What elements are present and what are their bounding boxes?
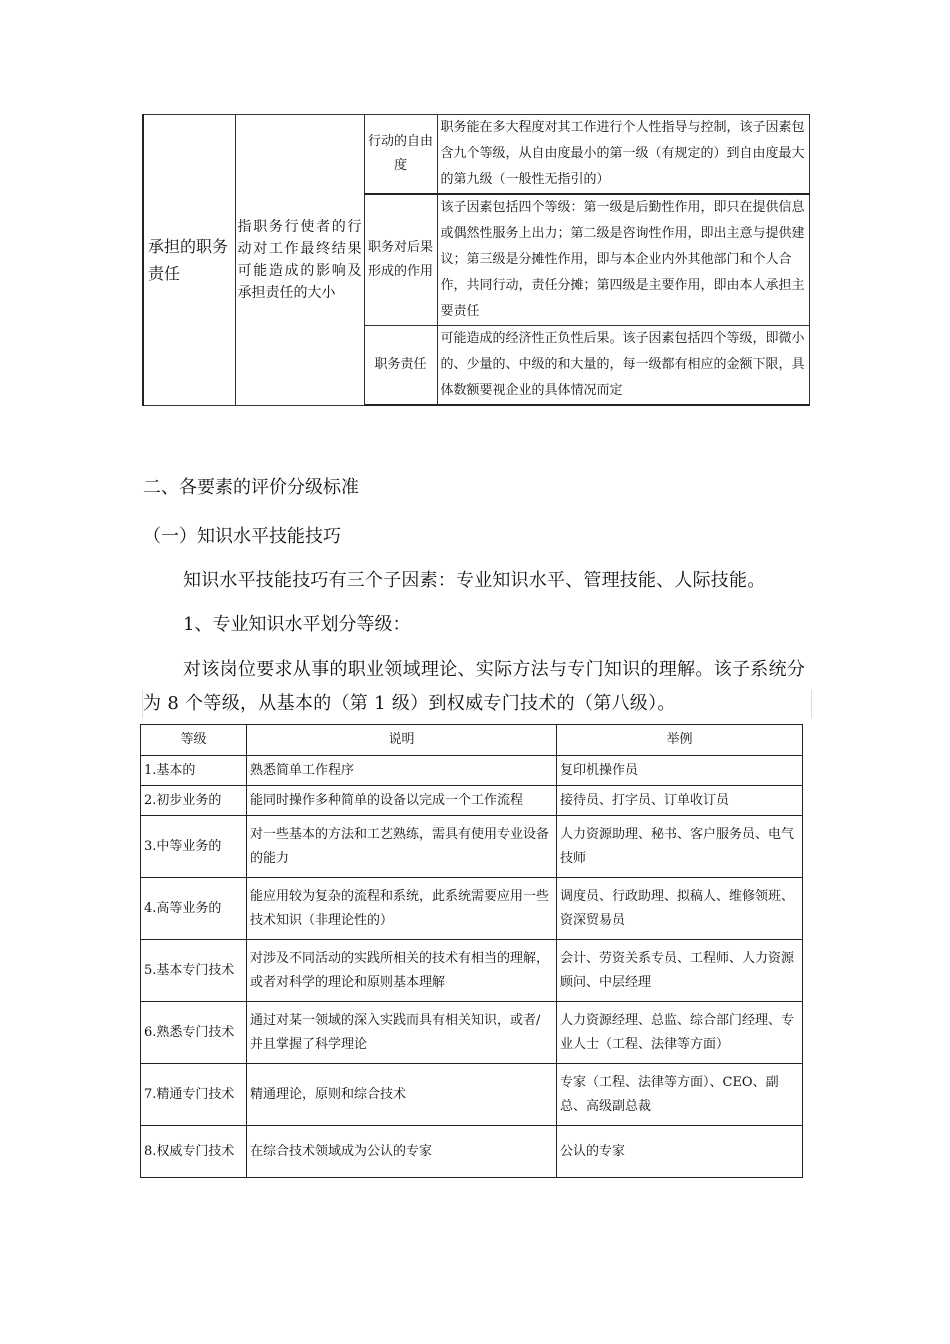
level-cell: 2.初步业务的 [141,786,247,816]
header-level: 等级 [141,725,247,756]
table-row [141,1002,803,1064]
header-example: 举例 [557,725,803,756]
table-row [141,756,803,786]
paragraph-level-title: 1、专业知识水平划分等级： [183,614,411,635]
level-cell: 3.中等业务的 [141,816,247,878]
example-cell: 调度员、行政助理、拟稿人、维修领班、资深贸易员 [557,878,803,940]
description-cell: 能应用较为复杂的流程和系统，此系统需要应用一些技术知识（非理论性的） [247,878,557,940]
definition-cell: 指职务行使者的行动对工作最终结果可能造成的影响及承担责任的大小 [235,115,364,406]
example-cell: 公认的专家 [557,1126,803,1178]
header-description: 说明 [247,725,557,756]
section-heading: 二、各要素的评价分级标准 [143,477,359,498]
example-cell: 人力资源助理、秘书、客户服务员、电气技师 [557,816,803,878]
level-cell: 8.权威专门技术 [141,1126,247,1178]
table-row [141,940,803,1002]
description-cell: 对涉及不同活动的实践所相关的技术有相当的理解，或者对科学的理论和原则基本理解 [247,940,557,1002]
level-cell: 5.基本专门技术 [141,940,247,1002]
sub-factor-name: 职务责任 [364,326,437,406]
level-cell: 6.熟悉专门技术 [141,1002,247,1064]
table-header-row [141,725,803,756]
table-row [143,115,809,195]
table-row [141,816,803,878]
example-cell: 人力资源经理、总监、综合部门经理、专业人士（工程、法律等方面） [557,1002,803,1064]
table-row [141,1064,803,1126]
sub-factor-description: 职务能在多大程度对其工作进行个人性指导与控制，该子因素包含九个等级，从自由度最小的第一级（有规定的）到自由度最大的第九级（一般性无指引的） [437,115,809,195]
level-cell: 1.基本的 [141,756,247,786]
table-row [141,1126,803,1178]
description-cell: 在综合技术领域成为公认的专家 [247,1126,557,1178]
description-cell: 精通理论，原则和综合技术 [247,1064,557,1126]
example-cell: 接待员、打字员、订单收订员 [557,786,803,816]
sub-factor-name: 行动的自由度 [364,115,437,195]
sub-factor-description: 该子因素包括四个等级：第一级是后勤性作用，即只在提供信息或偶然性服务上出力；第二级是咨询性作用，即出主意与提供建议；第三级是分摊性作用，即与本企业内外其他部门和个人合作，共同行动，责任分摊；第四级是主要作用，即由本人承担主要责任 [437,194,809,326]
description-cell: 熟悉简单工作程序 [247,756,557,786]
description-cell: 对一些基本的方法和工艺熟练，需具有使用专业设备的能力 [247,816,557,878]
knowledge-levels-table [140,724,803,1178]
sub-factor-name: 职务对后果形成的作用 [364,194,437,326]
description-cell: 通过对某一领域的深入实践而具有相关知识，或者/并且掌握了科学理论 [247,1002,557,1064]
example-cell: 专家（工程、法律等方面）、CEO、副总、高级副总裁 [557,1064,803,1126]
table-row [141,878,803,940]
paragraph-subfactors: 知识水平技能技巧有三个子因素：专业知识水平、管理技能、人际技能。 [183,570,766,591]
table-row [141,786,803,816]
section-subheading: （一）知识水平技能技巧 [143,526,341,547]
paragraph-level-description: 对该岗位要求从事的职业领域理论、实际方法与专门知识的理解。该子系统分为 8 个等级，从基本的（第 1 级）到权威专门技术的（第八级）。 [143,659,806,714]
description-cell: 能同时操作多种简单的设备以完成一个工作流程 [247,786,557,816]
example-cell: 会计、劳资关系专员、工程师、人力资源顾问、中层经理 [557,940,803,1002]
level-cell: 4.高等业务的 [141,878,247,940]
factor-cell: 承担的职务责任 [143,115,235,406]
sub-factor-description: 可能造成的经济性正负性后果。该子因素包括四个等级，即微小的、少量的、中级的和大量的，每一级都有相应的金额下限，具体数额要视企业的具体情况而定 [437,326,809,406]
example-cell: 复印机操作员 [557,756,803,786]
level-cell: 7.精通专门技术 [141,1064,247,1126]
responsibility-table [142,114,810,406]
